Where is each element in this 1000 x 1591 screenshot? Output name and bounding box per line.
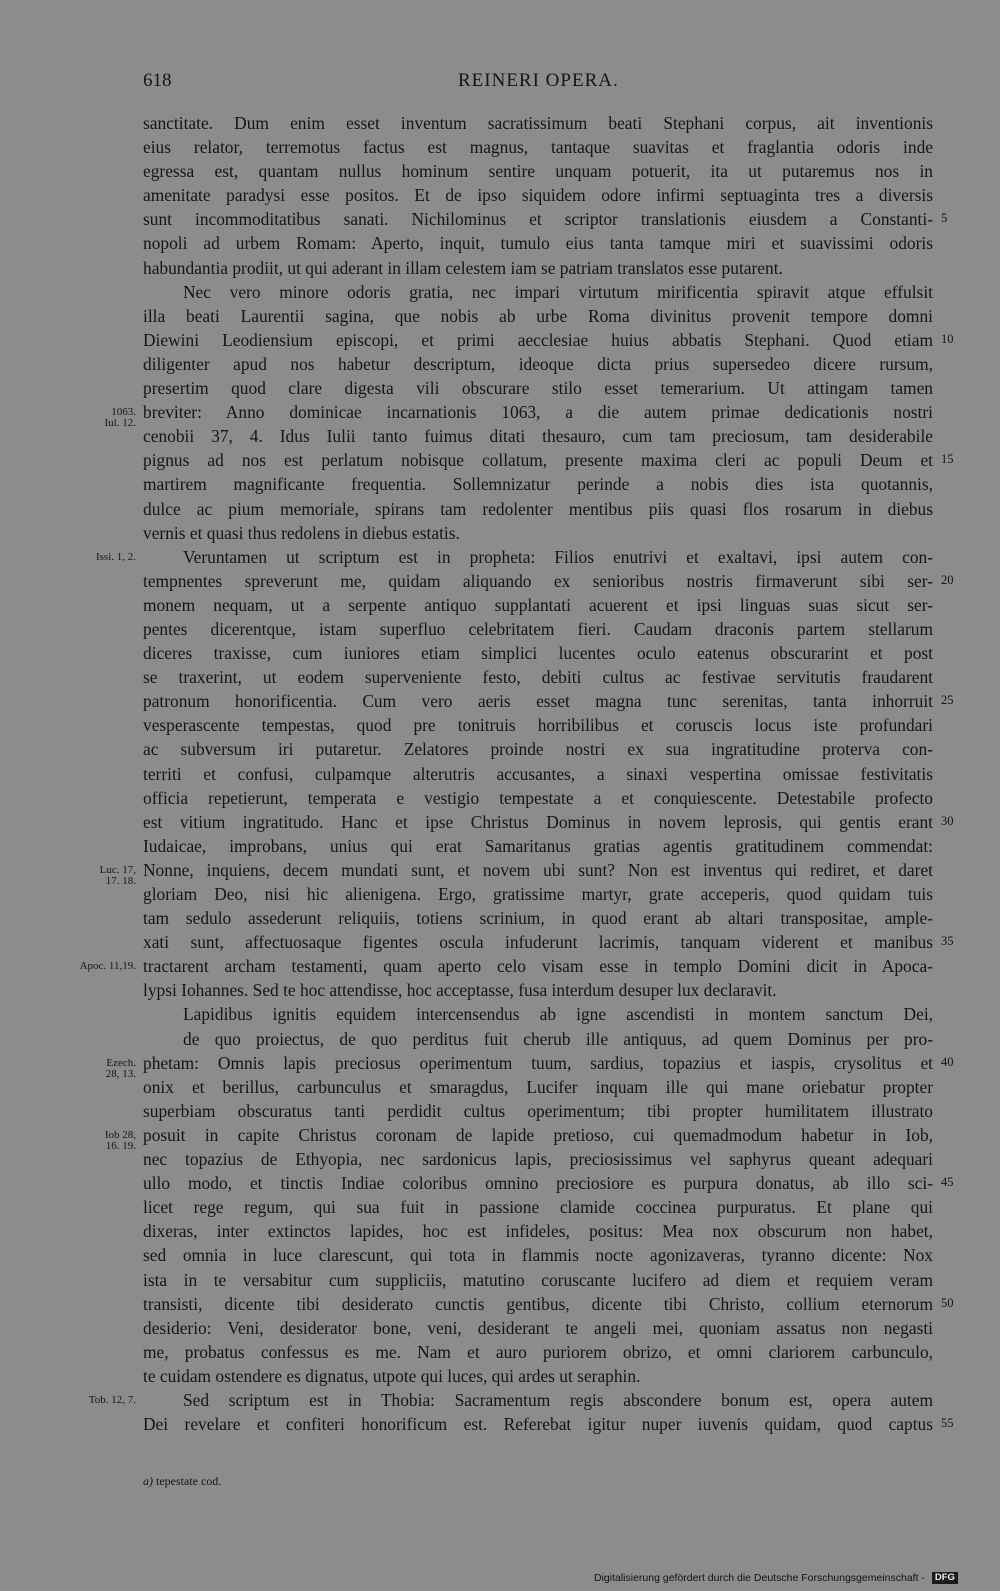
line-text: ac subversum iri putaretur. Zelatores proinde nostri ex sua ingratitudine proterva con- (143, 739, 933, 760)
text-line (0, 448, 1000, 472)
line-text: Lapidibus ignitis equidem intercensendus ab igne ascendisti in montem sanctum Dei, (183, 1004, 933, 1025)
text-line (0, 497, 1000, 521)
text-line (0, 159, 1000, 183)
text-line (0, 328, 1000, 352)
line-text: patronum honorificentia. Cum vero aeris esset magna tunc serenitas, tanta inhorruit (143, 691, 933, 712)
line-number: 45 (941, 1175, 954, 1190)
line-text: pentes dicerentque, istam superfluo celebritatem fieri. Caudam draconis partem stellarum (143, 618, 933, 639)
line-text: lypsi Iohannes. Sed te hoc attendisse, hoc acceptasse, fusa interdum desuper lux declaravit. (143, 980, 777, 1001)
line-text: gloriam Deo, nisi hic alienigena. Ergo, gratissime martyr, grate acceperis, quod quidam tuis (143, 884, 933, 904)
line-text: tempnentes spreverunt me, quidam aliquando ex senioribus nostris firmaverunt sibi ser- (143, 570, 933, 591)
footnote (143, 1474, 221, 1489)
line-number: 25 (941, 693, 954, 708)
line-text: monem nequam, ut a serpente antiquo supplantati acuerent et ipsi linguas suas sicut ser- (143, 594, 933, 615)
line-text: ista in te versabitur cum suppliciis, matutino coruscante lucifero ad diem et requiem veram (143, 1269, 933, 1290)
line-text: Sed scriptum est in Thobia: Sacramentum regis abscondere bonum est, opera autem (183, 1389, 933, 1410)
line-text: sed omnia in luce clarescunt, qui tota in flammis nocte agonizaveras, tyranno dicente: Nox (143, 1245, 933, 1266)
line-text: egressa est, quantam nullus hominum sentire unquam potuerit, ita ut putaremus nos in (143, 161, 933, 182)
margin-reference-line: Iob 28, (104, 1128, 136, 1141)
line-text: officia repetierunt, temperata e vestigio tempestate a et conquiescente. Detestabile profecto (143, 787, 933, 808)
text-line (0, 1388, 1000, 1412)
text-line (0, 521, 1000, 545)
text-line (0, 1364, 1000, 1388)
page-number: 618 (143, 70, 172, 91)
line-text: cenobii 37, 4. Idus Iulii tanto fuimus ditati thesauro, cum tam preciosum, tam desiderabile (143, 426, 933, 447)
line-text: xati sunt, affectuosaque figentes oscula infuderunt lacrimis, tanquam viderent et manibus (143, 932, 933, 953)
text-line (0, 207, 1000, 231)
text-line (0, 689, 1000, 713)
text-line (0, 1002, 1000, 1026)
line-text: phetam: Omnis lapis preciosus operimentum tuum, sardius, topazius et iaspis, crysolitus et (143, 1052, 933, 1073)
text-line (0, 762, 1000, 786)
text-line (0, 1340, 1000, 1364)
text-line (0, 617, 1000, 641)
line-text: superbiam obscuratus tanti perdidit cultus operimentum; tibi propter humilitatem illustrato (143, 1100, 933, 1121)
text-line (0, 834, 1000, 858)
line-text: sunt incommoditatibus sanati. Nichilominus et scriptor translationis eiusdem a Constanti- (143, 209, 933, 230)
text-line (0, 1171, 1000, 1195)
line-text: sanctitate. Dum enim esset inventum sacratissimum beati Stephani corpus, ait inventionis (143, 113, 933, 133)
text-line (0, 713, 1000, 737)
line-text: onix et berillus, carbunculus et smaragdus, Lucifer inquam ille qui mane oriebatur propter (143, 1076, 933, 1097)
footnote-text: tepestate cod. (156, 1474, 222, 1488)
text-line (0, 858, 1000, 887)
margin-reference (0, 961, 136, 972)
digitization-credit (594, 1572, 958, 1584)
body-text (0, 111, 1000, 1436)
margin-reference-line: 28, 13. (105, 1067, 136, 1080)
margin-reference-line: Issi. 1, 2. (95, 550, 136, 563)
line-number: 50 (941, 1295, 954, 1310)
line-text: est vitium ingratitudo. Hanc et ipse Christus Dominus in novem leprosis, qui gentis erant (143, 811, 933, 832)
text-line (0, 183, 1000, 207)
text-line (0, 135, 1000, 159)
line-text: eius relator, terremotus factus est magnus, tantaque suavitas et fraglantia odoris inde (143, 137, 933, 158)
text-line (0, 593, 1000, 617)
line-text: diligenter apud nos habetur descriptum, ideoque dicta prius supersedeo dicere rursum, (143, 353, 933, 374)
line-text: vesperascente tempestas, quod pre tonitruis horribilibus et coruscis locus iste profundari (143, 715, 933, 736)
text-line (0, 810, 1000, 834)
line-number: 15 (941, 452, 954, 467)
line-text: nec topazius de Ethyopia, nec sardonicus lapis, preciosissimus vel saphyrus queant adequari (143, 1149, 933, 1170)
text-line (0, 882, 1000, 906)
dfg-logo: DFG (932, 1572, 958, 1584)
text-line (0, 641, 1000, 665)
margin-reference-line: Tob. 12, 7. (88, 1393, 136, 1406)
text-line (0, 978, 1000, 1002)
text-line (0, 1292, 1000, 1316)
line-number: 30 (941, 813, 954, 828)
line-number: 55 (941, 1416, 954, 1431)
text-line (0, 1051, 1000, 1080)
line-text: tractarent archam testamenti, quam aperto celo visam esse in templo Domini dicit in Apoca- (143, 956, 933, 977)
line-text: Nec vero minore odoris gratia, nec impari virtutum mirificentia spiravit atque effulsit (183, 281, 933, 302)
margin-reference-line: Apoc. 11,19. (79, 960, 136, 973)
text-line (0, 569, 1000, 593)
line-text: diceres traxisse, cum iuniores etiam simplici lucentes oculo eatenus obscurarint et post (143, 643, 933, 664)
line-text: tam sedulo assederunt reliquiis, totiens scrinium, in quod erant ab altari transpositae, ample- (143, 908, 933, 929)
text-line (0, 930, 1000, 954)
text-line (0, 376, 1000, 400)
line-text: presertim quod clare digesta vili obscurare stilo esset temerarium. Ut attingam tamen (143, 378, 933, 399)
line-text: Iudaicae, improbans, unius qui erat Samaritanus gratias agentis gratitudinem commendat: (143, 835, 933, 856)
text-line (0, 424, 1000, 448)
margin-reference-line: 1063. (111, 406, 136, 419)
line-number: 40 (941, 1054, 954, 1069)
line-text: de quo proiectus, de quo perditus fuit cherub ille antiquus, ad quem Dominus per pro- (183, 1028, 933, 1049)
margin-reference-line: 17. 18. (105, 874, 136, 887)
line-text: Veruntamen ut scriptum est in propheta: Filios enutrivi et exaltavi, ipsi autem con- (183, 546, 933, 567)
margin-reference (0, 552, 136, 563)
text-line (0, 665, 1000, 689)
text-line (0, 1195, 1000, 1219)
text-line (0, 1147, 1000, 1171)
footnote-label: a) (143, 1474, 153, 1488)
line-text: martirem magnificante frequentia. Sollemnizatur perinde a nobis dies ista quotannis, (143, 474, 933, 495)
line-text: vernis et quasi thus redolens in diebus estatis. (143, 522, 460, 543)
line-number: 20 (941, 572, 954, 587)
line-text: te cuidam ostendere es dignatus, utpote qui luces, qui ardes ut seraphin. (143, 1365, 641, 1386)
margin-reference-line: Ezech. (106, 1056, 136, 1069)
line-text: Diewini Leodiensium episcopi, et primi aecclesiae huius abbatis Stephani. Quod etiam (143, 329, 933, 350)
line-text: Dei revelare et confiteri honorificum est. Referebat igitur nuper iuvenis quidam, quod captus (143, 1414, 933, 1435)
text-line (0, 472, 1000, 496)
text-line (0, 906, 1000, 930)
credit-text: Digitalisierung gefördert durch die Deutsche Forschungsgemeinschaft - (594, 1572, 925, 1584)
margin-reference (0, 1395, 136, 1406)
text-line (0, 304, 1000, 328)
line-text: breviter: Anno dominicae incarnationis 1063, a die autem primae dedicationis nostri (143, 402, 933, 423)
text-line (0, 1219, 1000, 1243)
line-text: ullo modo, et tinctis Indiae coloribus omnino preciosiore es purpura donatus, ab illo sci- (143, 1173, 933, 1194)
line-text: amenitate paradysi esse positos. Et de ipso siquidem odore infirmi septuaginta tres a diversis (143, 185, 933, 206)
text-line (0, 737, 1000, 761)
text-line (0, 1316, 1000, 1340)
text-line (0, 786, 1000, 810)
line-number: 5 (941, 211, 948, 226)
text-line (0, 1412, 1000, 1436)
line-text: se traxerint, ut eodem superveniente festo, debiti cultus ac festivae servitutis fraudarent (143, 667, 933, 688)
text-line (0, 256, 1000, 280)
line-text: posuit in capite Christus coronam de lapide pretioso, cui quemadmodum habetur in Iob, (143, 1124, 933, 1145)
line-number: 35 (941, 934, 954, 949)
margin-reference-line: Iul. 12. (104, 417, 136, 430)
text-line (0, 400, 1000, 430)
line-text: pignus ad nos est perlatum nobisque collatum, presente maxima cleri ac populi Deum et (143, 450, 933, 471)
text-line (0, 545, 1000, 569)
line-number: 10 (941, 331, 954, 346)
text-line (0, 111, 1000, 135)
text-line (0, 280, 1000, 304)
text-line (0, 1027, 1000, 1051)
margin-reference-line: Luc. 17, (99, 863, 136, 876)
line-text: me, probatus confessus es me. Nam et auro puriorem obrizo, et omni clariorem carbunculo, (143, 1341, 933, 1362)
text-line (0, 352, 1000, 376)
line-text: dulce ac pium memoriale, spirans tam redolenter mentibus piis quasi flos rosarum in diebus (143, 498, 933, 519)
line-text: illa beati Laurentii sagina, que nobis ab urbe Roma divinitus provenit tempore domni (143, 305, 933, 326)
line-text: desiderio: Veni, desiderator bone, veni, desiderant te angeli mei, quoniam assatus non negasti (143, 1317, 933, 1338)
line-text: habundantia prodiit, ut qui aderant in illam celestem iam se patriam translatos esse putarent. (143, 257, 783, 278)
text-line (0, 1099, 1000, 1123)
line-text: dixeras, inter extinctos lapides, hoc est infideles, positus: Mea nox obscurum non habet, (143, 1221, 933, 1242)
page-header (0, 70, 1000, 100)
line-text: territi et confusi, culpamque alterutris accusantes, a sinaxi vespertina omissae festivitatis (143, 763, 933, 784)
line-text: licet rege regum, qui sua fuit in passione clamide coccinea purpuratus. Et plane qui (143, 1197, 933, 1218)
text-line (0, 1075, 1000, 1099)
line-text: nopoli ad urbem Romam: Aperto, inquit, tumulo eius tanta tamque miri et suavissimi odoris (143, 233, 933, 254)
text-line (0, 1243, 1000, 1267)
text-line (0, 954, 1000, 978)
margin-reference-line: 16. 19. (105, 1139, 136, 1152)
running-head: REINERI OPERA. (458, 70, 619, 91)
text-line (0, 1123, 1000, 1152)
text-line (0, 1268, 1000, 1292)
line-text: Nonne, inquiens, decem mundati sunt, et novem ubi sunt? Non est inventus qui rediret, et daret (143, 859, 933, 880)
text-line (0, 231, 1000, 255)
line-text: transisti, dicente tibi desiderato cunctis gentibus, dicente tibi Christo, collium eternorum (143, 1293, 933, 1314)
